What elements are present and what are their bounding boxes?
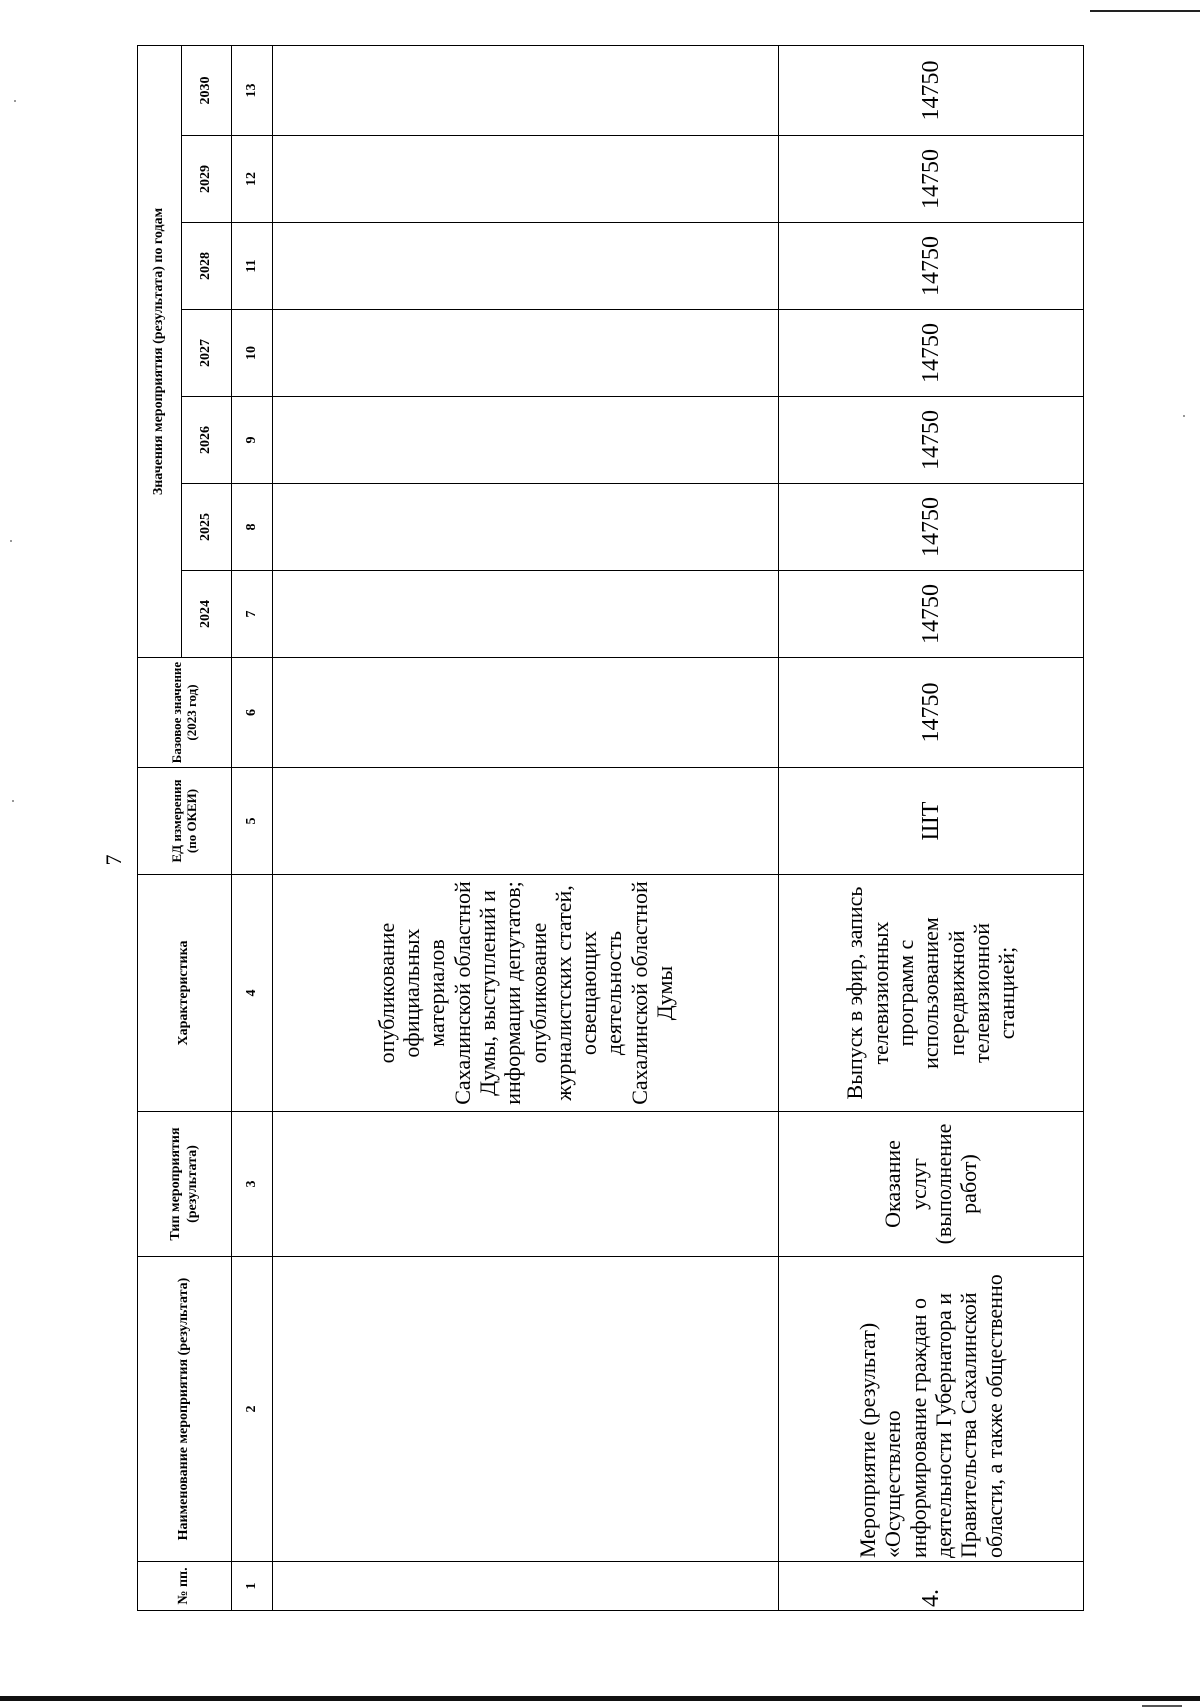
header-type: Тип мероприятия (результата)	[138, 1112, 232, 1257]
row-characteristic: Выпуск в эфир, запись телевизионных программ с использованием передвижной телевизионной станцией;	[779, 875, 1084, 1112]
header-characteristic: Характеристика	[138, 875, 232, 1112]
cell-empty	[273, 46, 779, 136]
continuation-characteristic: опубликование официальных материалов Сахалинской областной Думы, выступлений и информации депутатов; опубликование журналистских статей, освещающих деятельность Сахалинской областной Думы	[273, 875, 779, 1112]
cell-empty	[273, 397, 779, 484]
continuation-row	[273, 46, 779, 1611]
row-year-value: 14750	[779, 484, 1084, 571]
header-year: 2028	[182, 223, 232, 310]
header-name: Наименование мероприятия (результата)	[138, 1257, 232, 1562]
row-year-value: 14750	[779, 136, 1084, 223]
page-number: 7	[101, 854, 126, 866]
column-number: 11	[232, 223, 273, 310]
cell-empty	[273, 1112, 779, 1257]
row-base-value: 14750	[779, 658, 1084, 768]
column-number: 9	[232, 397, 273, 484]
row-year-value: 14750	[779, 46, 1084, 136]
cell-empty	[273, 223, 779, 310]
column-number: 10	[232, 310, 273, 397]
cell-empty	[273, 310, 779, 397]
header-row-top	[138, 46, 182, 1611]
row-year-value: 14750	[779, 223, 1084, 310]
row-type: Оказание услуг (выполнение работ)	[779, 1112, 1084, 1257]
header-years-group: Значения мероприятия (результата) по годам	[138, 46, 182, 658]
header-year: 2030	[182, 46, 232, 136]
column-number: 13	[232, 46, 273, 136]
column-number: 1	[232, 1562, 273, 1611]
column-number: 12	[232, 136, 273, 223]
row-number: 4.	[779, 1562, 1084, 1611]
row-name: Мероприятие (результат) «Осуществлено информирование граждан о деятельности Губернатора и Правительства Сахалинской области, а также общественно	[779, 1257, 1084, 1562]
column-number: 4	[232, 875, 273, 1112]
column-number: 6	[232, 658, 273, 768]
cell-empty	[273, 1562, 779, 1611]
row-year-value: 14750	[779, 571, 1084, 658]
column-number: 3	[232, 1112, 273, 1257]
cell-empty	[273, 571, 779, 658]
row-unit: ШТ	[779, 768, 1084, 875]
column-number-row	[232, 46, 273, 1611]
row-year-value: 14750	[779, 397, 1084, 484]
header-num: № пп.	[138, 1562, 232, 1611]
row-year-value: 14750	[779, 310, 1084, 397]
cell-empty	[273, 768, 779, 875]
header-unit: ЕД измерения (по ОКЕИ)	[138, 768, 232, 875]
column-number: 8	[232, 484, 273, 571]
measures-table	[137, 45, 1084, 1611]
column-number: 5	[232, 768, 273, 875]
table-row	[779, 46, 1084, 1611]
cell-empty	[273, 136, 779, 223]
header-base: Базовое значение (2023 год)	[138, 658, 232, 768]
cell-empty	[273, 484, 779, 571]
cell-empty	[273, 658, 779, 768]
header-year: 2027	[182, 310, 232, 397]
column-number: 2	[232, 1257, 273, 1562]
header-year: 2026	[182, 397, 232, 484]
header-year: 2025	[182, 484, 232, 571]
header-year: 2029	[182, 136, 232, 223]
column-number: 7	[232, 571, 273, 658]
header-year: 2024	[182, 571, 232, 658]
cell-empty	[273, 1257, 779, 1562]
